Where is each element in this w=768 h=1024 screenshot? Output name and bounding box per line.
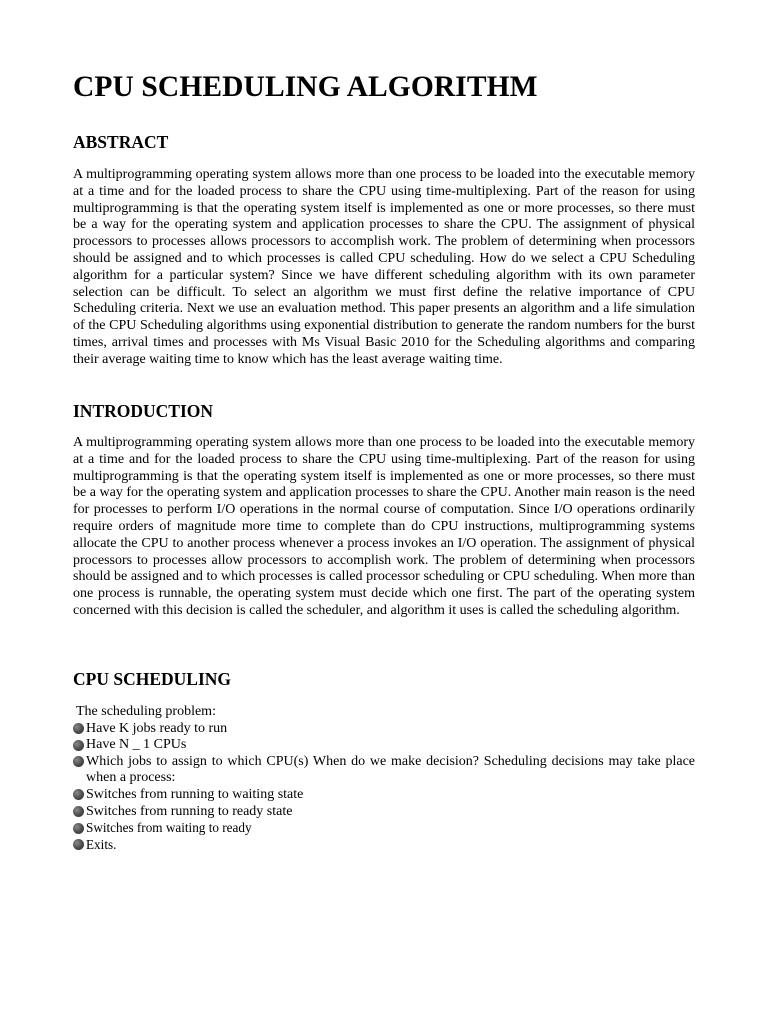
cpu-scheduling-heading: CPU SCHEDULING	[73, 669, 232, 689]
list-item-text: Have N _ 1 CPUs	[86, 737, 187, 753]
list-item	[73, 837, 695, 854]
list-item	[73, 804, 695, 821]
bullet-icon	[73, 823, 84, 834]
abstract-paragraph: A multiprogramming operating system allows more than one process to be loaded into the executable memory at a time and for the loaded process to share the CPU using time-multiplexing. Part of the reason for using multiprogramming is that the operating system itself is implemented as one or more processes, so there must be a way for the operating system and application processes to share the CPU. The assignment of physical processors to processes allows processors to accomplish work. The problem of determining when processors should be assigned and to which processes is called CPU scheduling. How do we select a CPU Scheduling algorithm for a particular system? Since we have different scheduling algorithm with its own parameter selection can be difficult. To select an algorithm we must first define the relative importance of CPU Scheduling criteria. Next we use an evaluation method. This paper presents an algorithm and a life simulation of the CPU Scheduling algorithms using exponential distribution to generate the random numbers for the burst times, arrival times and processes with Ms Visual Basic 2010 for the Scheduling algorithms and comparing their average waiting time to know which has the least average waiting time.	[73, 167, 695, 367]
bullet-icon	[73, 839, 84, 850]
bullet-icon	[73, 756, 84, 767]
document-title: CPU SCHEDULING ALGORITHM	[73, 71, 538, 103]
list-item-text: Which jobs to assign to which CPU(s) When do we make decision? Scheduling decisions may take place when a process:	[86, 753, 695, 786]
bullet-icon	[73, 789, 84, 800]
cpu-scheduling-section	[73, 704, 695, 853]
list-item	[73, 754, 695, 787]
list-item-text: Switches from running to ready state	[86, 803, 293, 819]
bullet-icon	[73, 740, 84, 751]
bullet-icon	[73, 723, 84, 734]
list-item	[73, 787, 695, 804]
scheduling-problem-intro: The scheduling problem:	[76, 704, 216, 719]
bullet-icon	[73, 806, 84, 817]
introduction-paragraph: A multiprogramming operating system allows more than one process to be loaded into the executable memory at a time and for the loaded process to share the CPU using time-multiplexing. Part of the reason for using multiprogramming is that the operating system itself is implemented as one or more processes, so there must be a way for the operating system and application processes to share the CPU. Another main reason is the need for processes to perform I/O operations in the normal course of computation. Since I/O operations ordinarily require orders of magnitude more time to complete than do CPU instructions, multiprogramming systems allocate the CPU to another process whenever a process invokes an I/O operation. The assignment of physical processors to processes allow processors to accomplish work. The problem of determining when processors should be assigned and to which processes is called processor scheduling or CPU scheduling. When more than one process is runnable, the operating system must decide which one first. The part of the operating system concerned with this decision is called the scheduler, and algorithm it uses is called the scheduling algorithm.	[73, 435, 695, 618]
list-item-text: Switches from running to waiting state	[86, 786, 304, 802]
abstract-heading: ABSTRACT	[73, 132, 169, 152]
list-item	[73, 737, 695, 754]
list-item-text: Switches from waiting to ready	[86, 820, 252, 836]
scheduling-bullet-list	[73, 721, 695, 854]
list-item-text: Exits.	[86, 836, 117, 852]
list-item	[73, 820, 695, 837]
introduction-heading: INTRODUCTION	[73, 401, 214, 421]
list-item	[73, 721, 695, 738]
list-item-text: Have K jobs ready to run	[86, 720, 228, 736]
